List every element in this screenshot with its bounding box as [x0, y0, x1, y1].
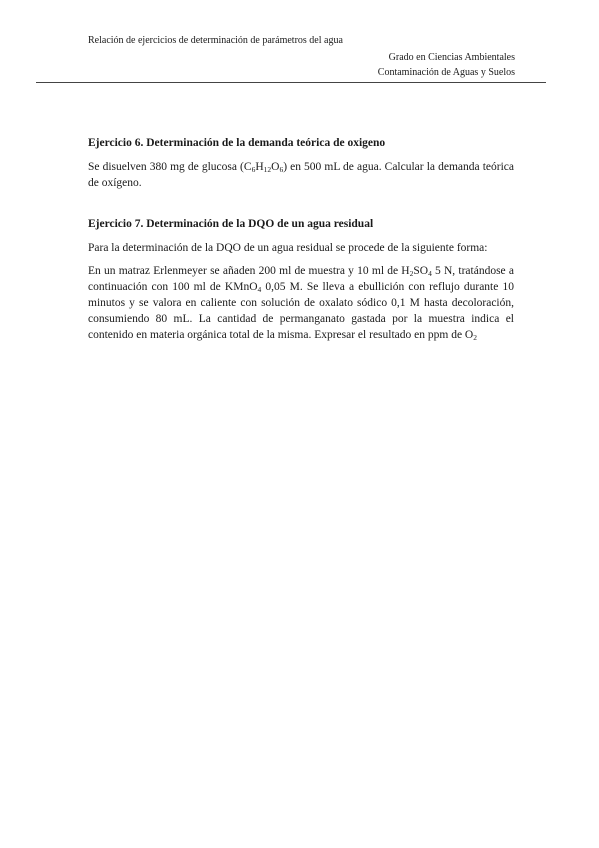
header-subject: Contaminación de Aguas y Suelos — [377, 67, 515, 78]
section-gap — [88, 198, 514, 216]
subscript: 2 — [409, 269, 414, 278]
subscript: 4 — [257, 285, 262, 294]
header-course-info — [378, 50, 515, 80]
exercise-7-title: Ejercicio 7. Determinación de la DQO de un agua residual — [88, 218, 374, 230]
text-segment: 0,05 M. Se lleva a ebullición con reflujo durante 10 minutos y se valora en caliente con solución de oxalato sódico 0,1 M hasta decoloración, consumiendo 80 mL. La cantidad de permanganato gastada por la muestra indica el contenido en materia orgánica total de la misma. Expresar el resultado en ppm de O — [88, 281, 514, 341]
exercise-6-title: Ejercicio 6. Determinación de la demanda teórica de oxigeno — [88, 137, 386, 149]
text-segment: 5 N, tratándose a continuación con 100 ml de KMnO — [88, 265, 514, 293]
text-segment: Se disuelven 380 mg de glucosa ( — [88, 161, 244, 173]
subscript: 4 — [428, 269, 432, 278]
header-degree: Grado en Ciencias Ambientales — [388, 52, 515, 63]
exercise-7-statement — [88, 263, 514, 343]
subscript: 6 — [251, 165, 256, 174]
formula-glucose — [244, 161, 283, 173]
subscript: 6 — [279, 165, 284, 174]
exercise-6-statement — [88, 159, 514, 191]
subscript: 2 — [473, 333, 477, 342]
header-document-title: Relación de ejercicios de determinación de parámetros del agua — [88, 35, 343, 46]
text-segment: En un matraz Erlenmeyer se añaden 200 ml de muestra y 10 ml de H — [88, 265, 410, 277]
element-c: C — [243, 161, 252, 173]
text-segment: SO — [413, 265, 429, 277]
subscript: 12 — [263, 165, 272, 174]
header-divider — [36, 82, 546, 83]
exercise-7-intro: Para la determinación de la DQO de un agua residual se procede de la siguiente forma: — [88, 242, 488, 254]
document-body — [88, 135, 514, 350]
element-h: H — [255, 161, 264, 173]
text-segment: ) en 500 mL de agua. Calcular la demanda teórica de oxígeno. — [88, 161, 514, 189]
element-o: O — [271, 161, 280, 173]
